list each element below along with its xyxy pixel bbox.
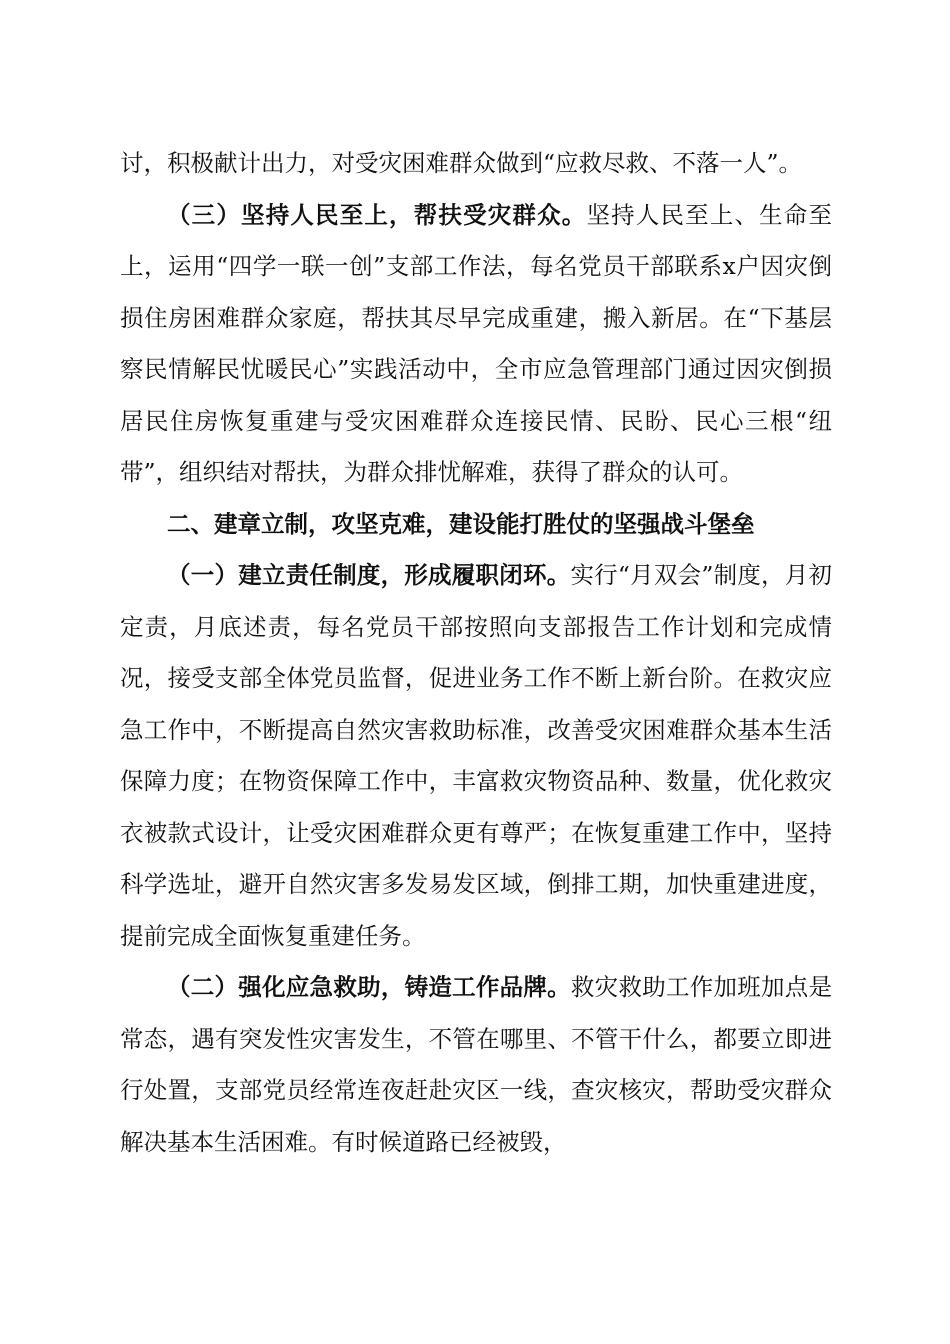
paragraph-emergency-relief [120,962,832,1168]
paragraph-text: 讨，积极献计出力，对受灾困难群众做到“应救尽救、不落一人”。 [120,149,803,177]
document-body [120,138,832,1168]
paragraph-lead: （二）强化应急救助，铸造工作品牌。 [167,973,571,1001]
paragraph-lead: （一）建立责任制度，形成履职闭环。 [167,561,571,589]
section-heading-text: 二、建章立制，攻坚克难，建设能打胜仗的坚强战斗堡垒 [167,509,755,538]
paragraph-continuation [120,138,832,190]
paragraph-lead: （三）坚持人民至上，帮扶受灾群众。 [167,200,587,229]
paragraph-text: 救灾救助工作加班加点是常态，遇有突发性灾害发生，不管在哪里、不管干什么，都要立即进行处置，支部党员经常连夜赶赴灾区一线，查灾核灾，帮助受灾群众解决基本生活困难。有时候道路已经被毁， [120,973,833,1156]
paragraph-text: 实行“月双会”制度，月初定责，月底述责，每名党员干部按照向支部报告工作计划和完成情况，接受支部全体党员监督，促进业务工作不断上新台阶。在救灾应急工作中，不断提高自然灾害救助标准，改善受灾困难群众基本生活保障力度；在物资保障工作中，丰富救灾物资品种、数量，优化救灾衣被款式设计，让受灾困难群众更有尊严；在恢复重建工作中，坚持科学选址，避开自然灾害多发易发区域，倒排工期，加快重建进度，提前完成全面恢复重建任务。 [120,561,833,950]
paragraph-support-people [120,190,832,499]
paragraph-text: 坚持人民至上、生命至上，运用“四学一联一创”支部工作法，每名党员干部联系x户因灾倒损住房困难群众家庭，帮扶其尽早完成重建，搬入新居。在“下基层察民情解民忧暖民心”实践活动中，全市应急管理部门通过因灾倒损居民住房恢复重建与受灾困难群众连接民情、民盼、民心三根“纽带”，组织结对帮扶，为群众排忧解难，获得了群众的认可。 [120,200,833,486]
paragraph-responsibility-system [120,550,832,962]
section-heading [120,499,832,551]
